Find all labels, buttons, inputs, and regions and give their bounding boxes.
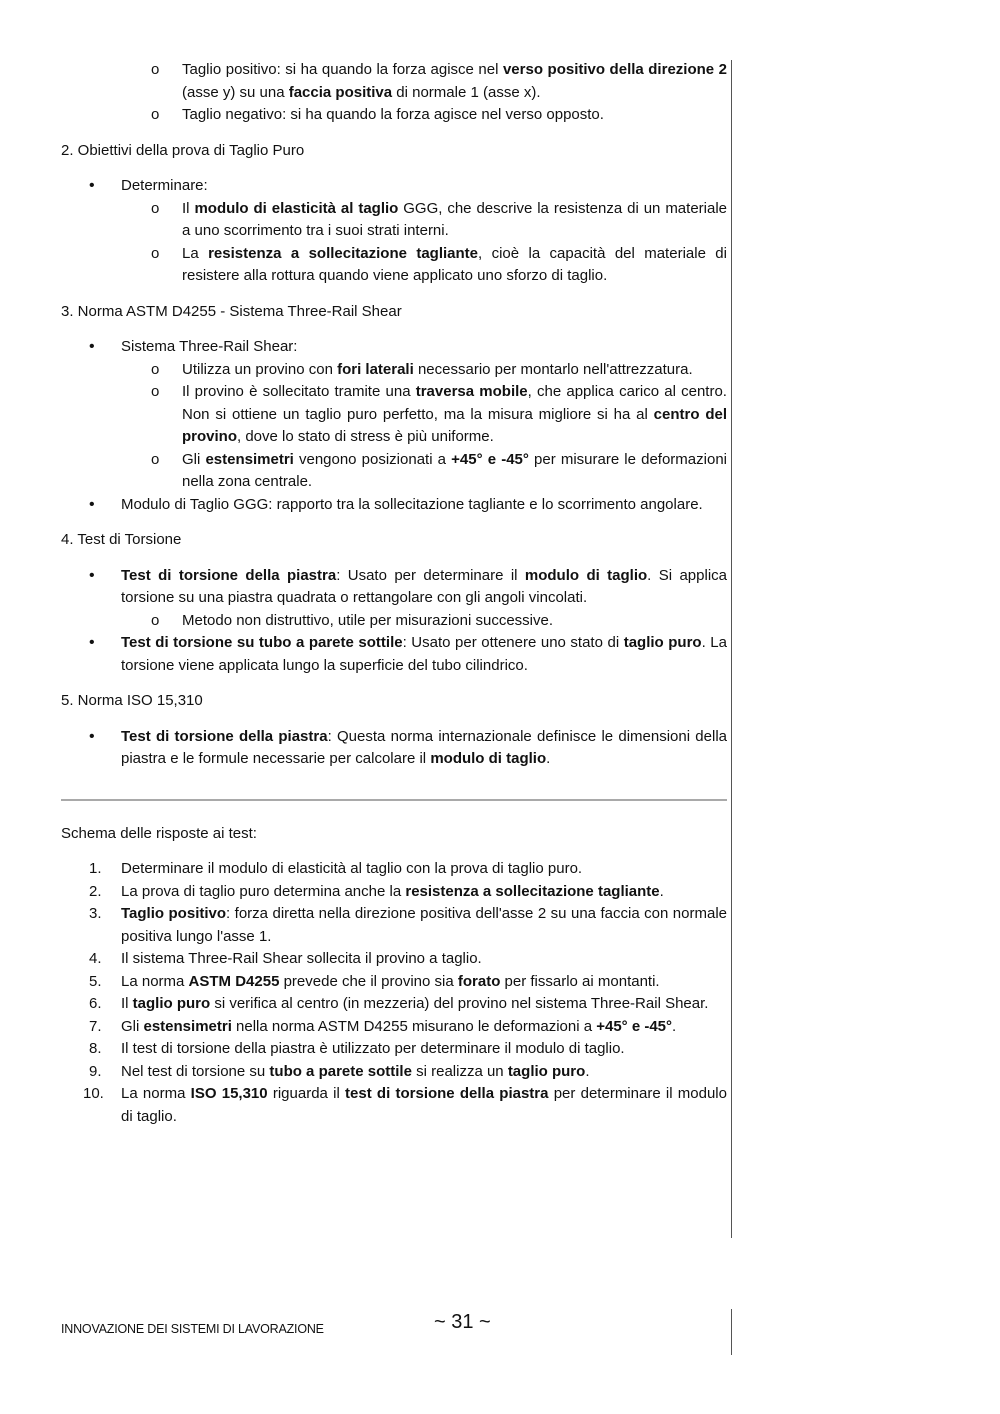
list-item: 1. Determinare il modulo di elasticità al taglio con la prova di taglio puro.	[61, 858, 727, 881]
section-heading: 5. Norma ISO 15,310	[61, 692, 203, 709]
circle-bullet-icon: o	[151, 106, 160, 123]
list-item: 5. La norma ASTM D4255 prevede che il provino sia forato per fissarlo ai montanti.	[61, 971, 727, 994]
circle-bullet-icon: o	[151, 199, 160, 217]
list-number: 5.	[89, 972, 102, 990]
bullet-icon: •	[89, 177, 95, 194]
list-number: 7.	[89, 1017, 102, 1035]
circle-bullet-icon: o	[151, 450, 160, 468]
list-item: • Sistema Three-Rail Shear:	[61, 336, 727, 359]
bullet-icon: •	[89, 727, 95, 745]
list-item: o Gli estensimetri vengono posizionati a +45° e -45° per misurare le deformazioni nella zona centrale.	[151, 450, 727, 490]
page-number: ~ 31 ~	[434, 1311, 491, 1333]
list-item: o Utilizza un provino con fori laterali necessario per montarlo nell'attrezzatura.	[61, 359, 727, 382]
footer-margin-rule	[731, 1309, 732, 1355]
list-item: 3. Taglio positivo: forza diretta nella direzione positiva dell'asse 2 su una faccia con normale positiva lungo l'asse 1.	[89, 905, 727, 945]
list-item: o Il provino è sollecitato tramite una traversa mobile, che applica carico al centro. Non si ottiene un taglio puro perfetto, ma la misura migliore si ha al centro del provino, dove lo stato di stress è più uniforme.	[151, 383, 728, 445]
list-item: o Metodo non distruttivo, utile per misurazioni successive.	[61, 610, 727, 633]
list-item: o Il modulo di elasticità al taglio GGG, che descrive la resistenza di un materiale a uno scorrimento tra i suoi strati interni.	[151, 199, 728, 239]
list-item: 9. Nel test di torsione su tubo a parete sottile si realizza un taglio puro.	[61, 1061, 727, 1084]
list-item: 6. Il taglio puro si verifica al centro (in mezzeria) del provino nel sistema Three-Rail Shear.	[61, 993, 727, 1016]
list-item: • Determinare:	[61, 175, 727, 198]
list-number: 3.	[89, 905, 102, 922]
footer-course-title: INNOVAZIONE DEI SISTEMI DI LAVORAZIONE	[61, 1322, 324, 1336]
list-number: 1.	[89, 860, 102, 877]
list-item: 10. La norma ISO 15,310 riguarda il test di torsione della piastra per determinare il modulo di taglio.	[83, 1085, 727, 1125]
list-number: 2.	[89, 882, 102, 900]
list-number: 10.	[83, 1085, 104, 1102]
section-heading: 4. Test di Torsione	[61, 531, 182, 548]
document-body	[61, 59, 727, 1128]
list-item: 2. La prova di taglio puro determina anche la resistenza a sollecitazione tagliante.	[61, 881, 727, 904]
bullet-icon: •	[89, 566, 95, 584]
bullet-icon: •	[89, 338, 95, 355]
list-item: 8. Il test di torsione della piastra è utilizzato per determinare il modulo di taglio.	[61, 1038, 727, 1061]
list-item: • Test di torsione su tubo a parete sottile: Usato per ottenere uno stato di taglio puro. La torsione viene applicata lungo la superficie del tubo cilindrico.	[89, 634, 727, 674]
list-item: o Taglio positivo: si ha quando la forza agisce nel verso positivo della direzione 2 (asse y) su una faccia positiva di normale 1 (asse x).	[151, 61, 727, 101]
list-item: • Test di torsione della piastra: Usato per determinare il modulo di taglio. Si applica torsione su una piastra quadrata o rettangolare con gli angoli vincolati.	[89, 566, 727, 606]
section-heading: 2. Obiettivi della prova di Taglio Puro	[61, 141, 305, 159]
list-number: 4.	[89, 950, 102, 967]
section-divider	[61, 799, 727, 801]
circle-bullet-icon: o	[151, 61, 160, 78]
list-item: o La resistenza a sollecitazione tagliante, cioè la capacità del materiale di resistere alla rottura quando viene applicato uno sforzo di taglio.	[151, 244, 727, 284]
list-item: o Taglio negativo: si ha quando la forza agisce nel verso opposto.	[61, 104, 727, 127]
list-item: 4. Il sistema Three-Rail Shear sollecita il provino a taglio.	[61, 948, 727, 971]
section-heading: 3. Norma ASTM D4255 - Sistema Three-Rail Shear	[61, 302, 402, 320]
section-heading: Schema delle risposte ai test:	[61, 824, 257, 842]
circle-bullet-icon: o	[151, 360, 160, 378]
list-number: 8.	[89, 1040, 102, 1057]
list-item: • Test di torsione della piastra: Questa norma internazionale definisce le dimensioni della piastra e le formule necessarie per calcolare il modulo di taglio.	[89, 727, 727, 767]
page-margin-rule	[731, 60, 732, 1238]
list-number: 9.	[89, 1062, 102, 1080]
list-number: 6.	[89, 995, 102, 1012]
list-item: • Modulo di Taglio GGG: rapporto tra la sollecitazione tagliante e lo scorrimento angolare.	[61, 494, 727, 517]
bullet-icon: •	[89, 495, 95, 513]
bullet-icon: •	[89, 634, 95, 651]
circle-bullet-icon: o	[151, 383, 160, 400]
list-item: 7. Gli estensimetri nella norma ASTM D4255 misurano le deformazioni a +45° e -45°.	[61, 1016, 727, 1039]
circle-bullet-icon: o	[151, 244, 160, 262]
circle-bullet-icon: o	[151, 611, 160, 629]
